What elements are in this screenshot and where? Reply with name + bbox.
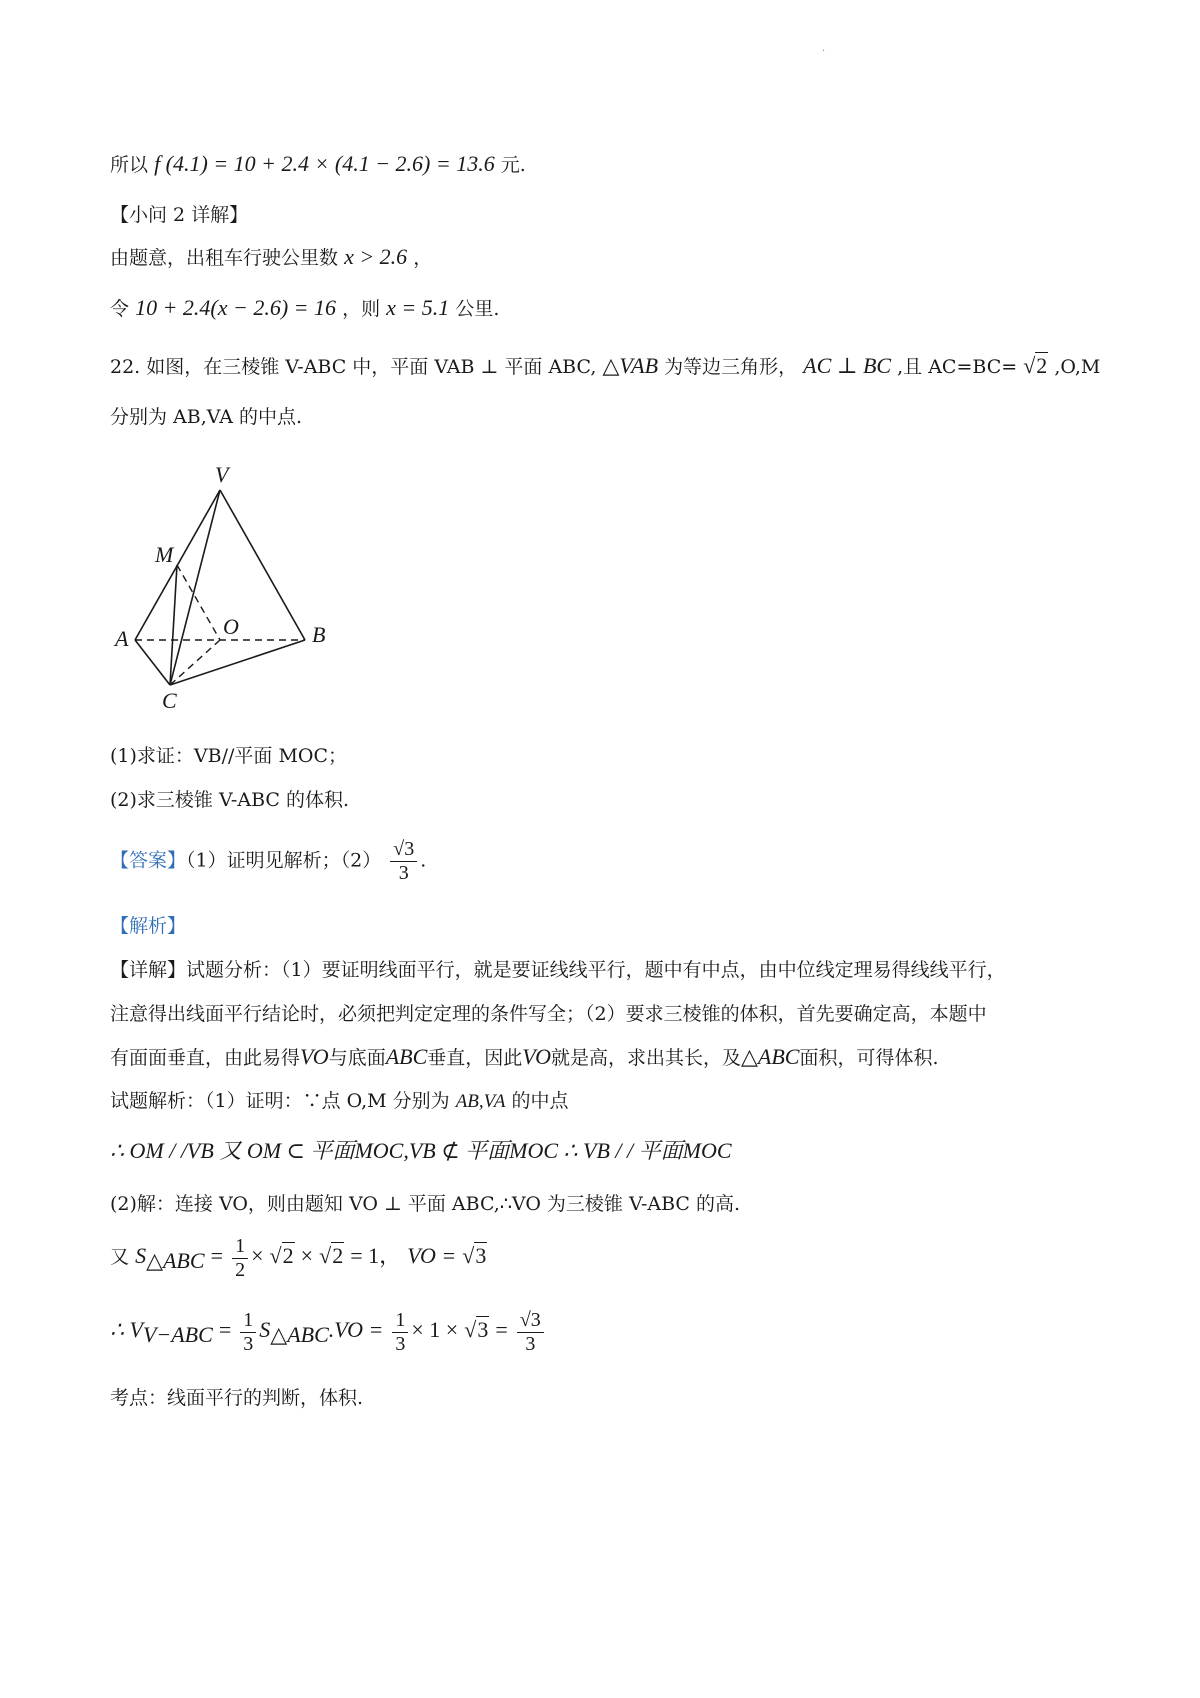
radicand: 2 [282,1243,294,1268]
solution-line-4 [110,294,499,323]
detail-text: 与底面 [328,1047,386,1069]
tetrahedron-figure [115,462,345,720]
detail-text: 有面面垂直，由此易得 [110,1047,301,1069]
radicand: 2 [332,1243,344,1268]
label-c: C [162,688,177,713]
area-text: 又 [110,1246,130,1268]
text-suffix: 公里. [455,298,500,320]
text-mid: ，则 [342,298,381,320]
label-m: M [155,542,174,567]
sqrt-2: √2 [1023,353,1048,378]
subquestion-1: (1)求证：VB//平面 MOC； [110,745,348,767]
radicand: 2 [1036,353,1048,378]
question-text: ,且 AC=BC= [897,356,1018,378]
label-a: A [115,626,129,651]
detail-math: VO [522,1044,551,1069]
kaodian-line: 考点：线面平行的判断，体积. [110,1387,364,1409]
numerator: √3 [517,1309,544,1333]
answer-fraction [390,838,417,885]
equals: = [495,1317,508,1342]
question-22-line-1 [110,352,1100,381]
equation: 10 + 2.4(x − 2.6) = 16 [135,295,337,320]
area-line [110,1228,487,1284]
denominator: 3 [398,862,409,884]
page-mark: · [822,46,826,57]
third-fraction-2 [392,1309,408,1356]
question-22-line-2: 分别为 AB,VA 的中点. [110,406,302,428]
numerator: 1 [232,1235,248,1259]
text-suffix: 元. [500,154,526,176]
volume-line [110,1302,547,1358]
answer-tag: 【答案】 [110,849,187,872]
detail-line-3 [110,1043,939,1072]
proof-line-3: (2)解：连接 VO，则由题知 VO ⊥ 平面 ABC,∴VO 为三棱锥 V-ABC 的高. [110,1193,741,1215]
subquestion-header: 【小问 2 详解】 [110,204,249,226]
proof-line-2: ∴ OM / /VB 又 OM ⊂ 平面MOC,VB ⊄ 平面MOC ∴ VB / / 平面MOC [110,1138,732,1163]
text-prefix: 所以 [110,154,149,176]
times-one-times: × 1 × [411,1317,459,1342]
label-o: O [223,614,239,639]
volume-s-subscript: △ABC [270,1321,329,1347]
proof-text: 的中点 [511,1090,569,1112]
solution-line-1 [110,150,526,179]
third-fraction [240,1309,256,1356]
subquestion-2: (2)求三棱锥 V-ABC 的体积. [110,789,350,811]
equals: = [218,1317,232,1342]
question-text: 为等边三角形， [664,356,798,378]
label-b: B [312,622,326,647]
volume-subscript: V−ABC [142,1321,213,1347]
edge-ac [135,640,170,685]
detail-text: 面积，可得体积. [799,1047,939,1069]
equals: = [210,1243,224,1268]
denominator: 2 [235,1258,246,1281]
numerator: 1 [240,1309,256,1333]
analysis-tag: 【解析】 [110,915,187,937]
denominator: 3 [395,1332,406,1355]
numerator: √3 [390,838,417,862]
sqrt-2: √2 [319,1243,344,1268]
detail-math: VO [300,1044,329,1069]
area-result: = 1， [350,1243,402,1268]
radicand: 3 [477,1317,489,1342]
times: × [251,1243,264,1268]
answer-line [110,838,426,898]
half-fraction [232,1235,248,1282]
detail-text: 垂直，因此 [427,1047,523,1069]
text-suffix: ， [413,247,433,269]
edge-vc [170,490,220,685]
solution-line-3 [110,243,432,272]
inequality: x > 2.6 [344,244,408,269]
proof-math: AB,VA [455,1091,506,1112]
answer-text: （1）证明见解析；（2） [186,849,382,872]
times: × [300,1243,314,1268]
sqrt-2: √2 [269,1243,294,1268]
result: x = 5.1 [386,295,450,320]
edge-bc [170,640,305,685]
volume-s: S [259,1317,271,1342]
detail-line-1: 【详解】试题分析：（1）要证明线面平行，就是要证线线平行，题中有中点，由中位线定理易得线线平行， [110,959,1006,981]
denominator: 3 [525,1332,536,1355]
volume-v: ∴ V [110,1317,143,1342]
denominator: 3 [243,1332,254,1355]
triangle-label: △VAB [602,353,659,378]
question-text: 22. 如图，在三棱锥 V-ABC 中，平面 VAB ⊥ 平面 ABC, [110,356,597,378]
radicand: 3 [475,1243,487,1268]
perp-condition: AC ⊥ BC [803,353,892,378]
detail-text: 就是高，求出其长，及 [550,1047,741,1069]
detail-line-2: 注意得出线面平行结论时，必须把判定定理的条件写全；（2）要求三棱锥的体积，首先要确定高，本题中 [110,1003,987,1025]
sqrt-3: √3 [464,1317,489,1342]
text-prefix: 由题意，出租车行驶公里数 [110,247,339,269]
proof-text: 试题解析：（1）证明：∵点 O,M 分别为 [110,1090,450,1112]
detail-math: △ABC [740,1044,800,1069]
sqrt-3: √3 [462,1243,487,1268]
question-text: ,O,M [1054,356,1101,378]
text-prefix: 令 [110,298,130,320]
segment-oc-hidden [170,640,220,685]
result-fraction [517,1309,544,1356]
area-subscript: △ABC [146,1247,205,1273]
answer-end: . [420,849,427,872]
volume-vo: .VO = [328,1317,384,1342]
detail-math: ABC [385,1044,428,1069]
segment-mc [170,565,177,685]
equation: f (4.1) = 10 + 2.4 × (4.1 − 2.6) = 13.6 [154,151,495,176]
numerator: 1 [392,1309,408,1333]
proof-line-1 [110,1087,569,1116]
label-v: V [215,462,229,487]
vo-eq: VO = [407,1243,457,1268]
area-s: S [135,1243,147,1268]
